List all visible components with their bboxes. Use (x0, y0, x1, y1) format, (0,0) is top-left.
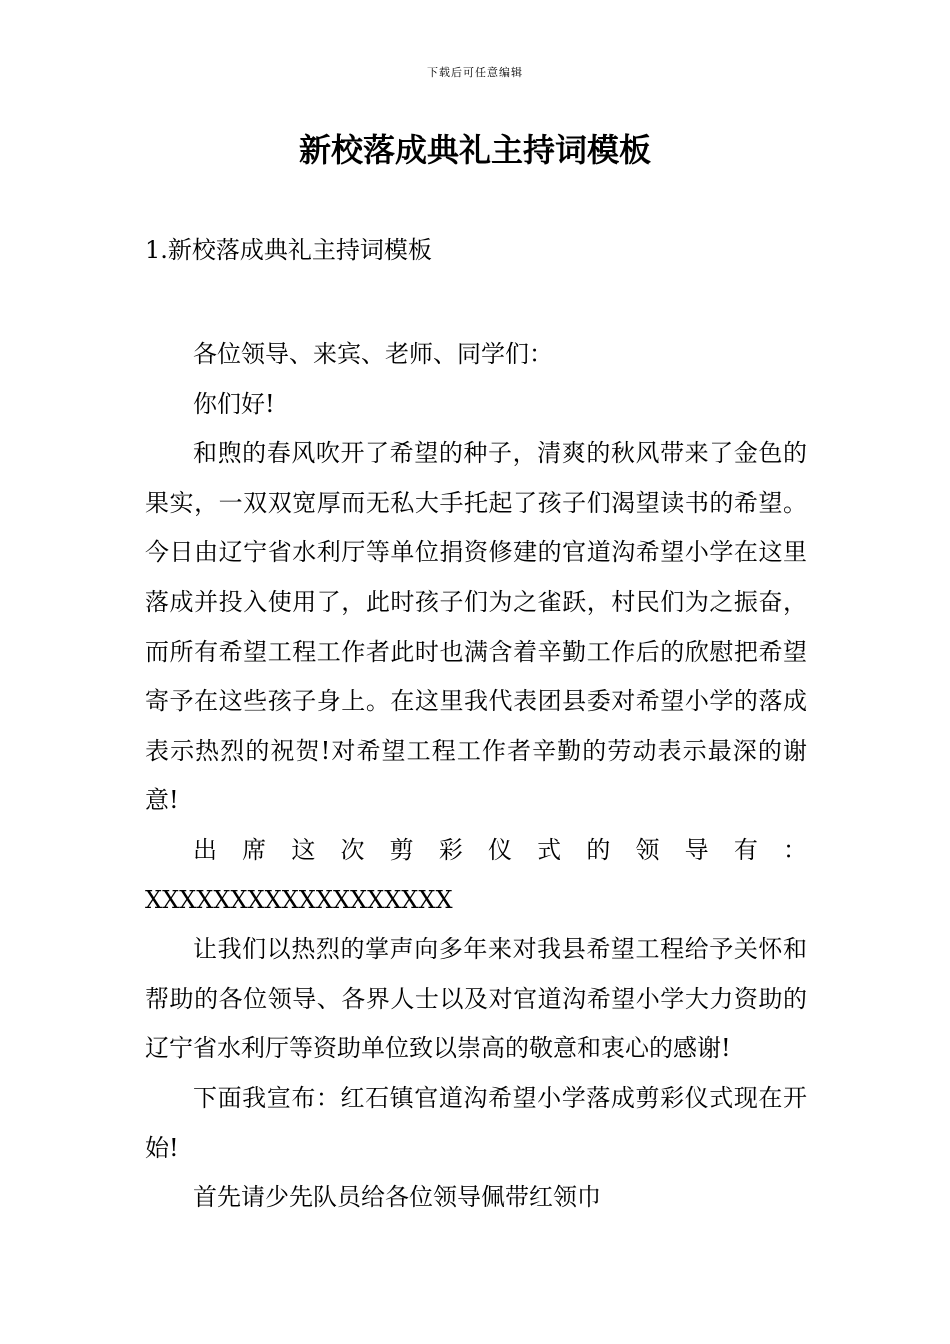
paragraph-greeting: 各位领导、来宾、老师、同学们： (193, 340, 553, 368)
paragraph-first-step: 首先请少先队员给各位领导佩带红领巾 (193, 1183, 601, 1212)
section-heading: 1.新校落成典礼主持词模板 (145, 236, 432, 264)
header-note: 下载后可任意编辑 (427, 66, 523, 79)
paragraph-opening: 和煦的春风吹开了希望的种子，清爽的秋风带来了金色的果实，一双双宽厚而无私大手托起了孩子们渴望读书的希望。今日由辽宁省水利厅等单位捐资修建的官道沟希望小学在这里落成并投入使用了，此时孩子们为之雀跃，村民们为之振奋，而所有希望工程工作者此时也满含着辛勤工作后的欣慰把希望寄予在这些孩子身上。在这里我代表团县委对希望小学的落成表示热烈的祝贺!对希望工程工作者辛勤的劳动表示最深的谢意! (145, 439, 807, 815)
document-title: 新校落成典礼主持词模板 (298, 131, 651, 169)
paragraph-hello: 你们好! (193, 389, 275, 418)
paragraph-announcement: 下面我宣布：红石镇官道沟希望小学落成剪彩仪式现在开始! (145, 1083, 807, 1162)
paragraph-attendees: 出席这次剪彩仪式的领导有：XXXXXXXXXXXXXXXXXX (145, 835, 807, 914)
document-body (145, 330, 807, 1223)
paragraph-thanks: 让我们以热烈的掌声向多年来对我县希望工程给予关怀和帮助的各位领导、各界人士以及对官道沟希望小学大力资助的辽宁省水利厅等资助单位致以崇高的敬意和衷心的感谢! (145, 935, 807, 1063)
